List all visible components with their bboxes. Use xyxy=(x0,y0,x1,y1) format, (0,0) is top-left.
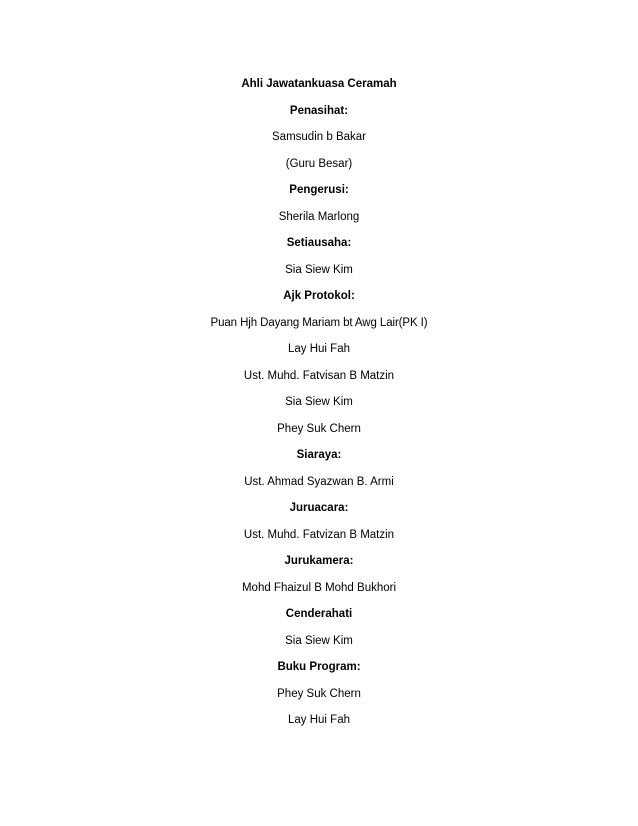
role-heading-siaraya: Siaraya: xyxy=(296,449,342,461)
role-heading-cenderahati: Cenderahati xyxy=(285,608,353,620)
role-heading-penasihat: Penasihat: xyxy=(289,104,349,117)
role-heading-setiausaha: Setiausaha: xyxy=(286,237,352,249)
committee-list xyxy=(0,71,638,734)
member-note: (Guru Besar) xyxy=(285,157,353,170)
member-name: Samsudin b Bakar xyxy=(272,131,366,143)
member-name: Sia Siew Kim xyxy=(285,396,353,408)
role-heading-pengerusi: Pengerusi: xyxy=(289,184,349,196)
role-heading-ajk-protokol: Ajk Protokol: xyxy=(283,290,355,302)
member-name: Phey Suk Chern xyxy=(277,687,361,700)
member-name: Ust. Ahmad Syazwan B. Armi xyxy=(244,475,394,488)
member-name: Phey Suk Chern xyxy=(277,422,361,435)
member-name: Lay Hui Fah xyxy=(287,343,350,355)
member-name: Sherila Marlong xyxy=(278,210,360,223)
member-name: Puan Hjh Dayang Mariam bt Awg Lair(PK I) xyxy=(210,316,428,329)
role-heading-juruacara: Juruacara: xyxy=(289,502,349,514)
member-name: Lay Hui Fah xyxy=(287,714,350,726)
member-name: Mohd Fhaizul B Mohd Bukhori xyxy=(241,581,397,594)
member-name: Ust. Muhd. Fatvizan B Matzin xyxy=(243,528,395,541)
role-heading-jurukamera: Jurukamera: xyxy=(284,555,354,567)
role-heading-buku-program: Buku Program: xyxy=(277,661,361,673)
member-name: Sia Siew Kim xyxy=(285,634,353,647)
member-name: Ust. Muhd. Fatvisan B Matzin xyxy=(243,369,395,382)
document-title: Ahli Jawatankuasa Ceramah xyxy=(241,78,397,90)
member-name: Sia Siew Kim xyxy=(285,263,353,276)
